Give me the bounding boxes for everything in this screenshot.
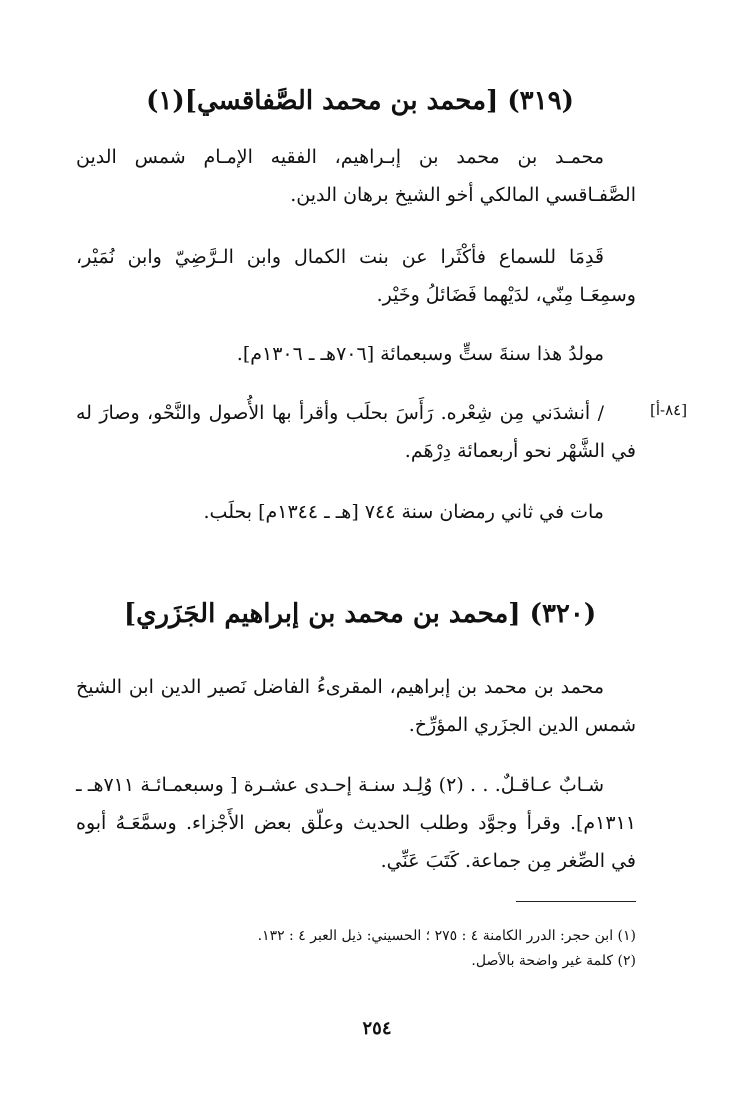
manuscript-folio-marker: [٨٤-أ] <box>650 401 688 419</box>
footnote-1: (١) ابن حجر: الدرر الكامنة ٤ : ٢٧٥ ؛ الحسيني: ذيل العبر ٤ : ١٣٢. <box>257 928 636 944</box>
footnote-divider <box>516 901 636 902</box>
footnotes <box>76 924 636 974</box>
entry-319-paragraph-teachers: قَدِمَا للسماع فأكْثَرا عن بنت الكمال وابن الـرَّضِيّ وابن نُمَيْر، وسمِعَـا مِنّي، لدَيْهما فَضَائلُ وخَيْر. <box>76 246 636 306</box>
entry-320-paragraph-bio: شـابٌ عـاقـلٌ. . . (٢) وُلِـد سنـة إحـدى عشـرة [ وسبعمـائـة ٧١١هـ ـ ١٣١١م]. وقرأ وجوَّد وطلب الحديث وعلّق بعض الأَجْزاء. وسمَّعَـهُ أبوه في الصِّغر مِن جماعة. كَتَبَ عَنِّي. <box>76 774 636 872</box>
entry-320-paragraph-name: محمد بن محمد بن إبراهيم، المقرىءُ الفاضل نَصير الدين ابن الشيخ شمس الدين الجزَري المؤرِّخ. <box>76 676 636 736</box>
entry-320-title: (٣٢٠) [محمد بن محمد بن إبراهيم الجَزَري] <box>123 599 597 629</box>
entry-319-title: (٣١٩) [محمد بن محمد الصَّفاقسي](١) <box>146 86 574 116</box>
entry-319-paragraph-name: محمـد بن محمد بن إبـراهيم، الفقيه الإمـام شمس الدين الصَّفـاقسي المالكي أخو الشيخ برهان الدين. <box>76 146 636 206</box>
page-number: ٢٥٤ <box>362 1018 392 1039</box>
entry-319-paragraph-birth: مولدُ هذا سنةَ ستٍّ وسبعمائة [٧٠٦هـ ـ ١٣٠٦م]. <box>236 343 604 365</box>
entry-319-paragraph-poetry: / أنشدَني مِن شِعْره. رَأَسَ بحلَب وأقرأ بها الأُصول والنَّحْو، وصارَ له في الشَّهْر نحو أربعمائة دِرْهَم. <box>76 402 636 462</box>
entry-319-paragraph-death: مات في ثاني رمضان سنة ٧٤٤ [هـ ـ ١٣٤٤م] بحلَب. <box>203 501 604 523</box>
footnote-2: (٢) كلمة غير واضحة بالأصل. <box>471 953 636 969</box>
